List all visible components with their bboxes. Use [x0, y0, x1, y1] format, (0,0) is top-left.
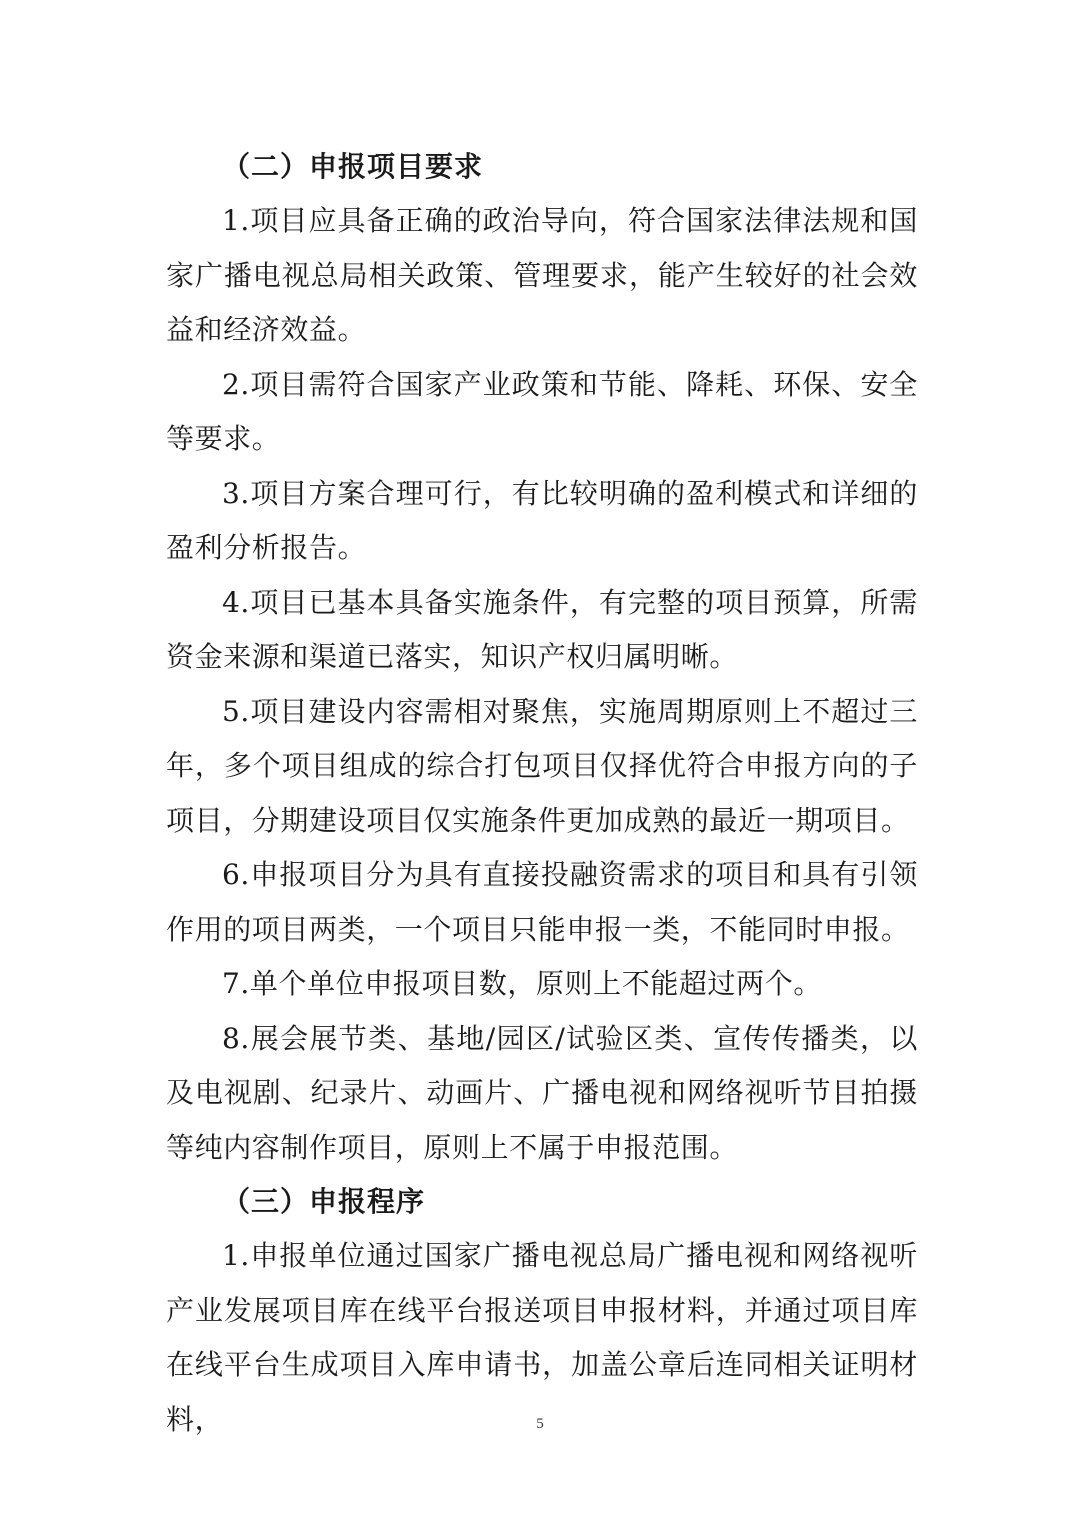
- document-body: [166, 140, 918, 1447]
- requirement-item-7: 7.单个单位申报项目数，原则上不能超过两个。: [222, 967, 822, 1000]
- requirement-item-6: 6.申报项目分为具有直接投融资需求的项目和具有引领作用的项目两类，一个项目只能申报一类，不能同时申报。: [166, 858, 918, 946]
- requirement-item-5: 5.项目建设内容需相对聚焦，实施周期原则上不超过三年，多个项目组成的综合打包项目仅择优符合申报方向的子项目，分期建设项目仅实施条件更加成熟的最近一期项目。: [166, 694, 918, 837]
- section-heading-requirements: （二）申报项目要求: [222, 150, 484, 183]
- section-heading-procedure: （三）申报程序: [222, 1185, 426, 1218]
- requirement-item-3: 3.项目方案合理可行，有比较明确的盈利模式和详细的盈利分析报告。: [166, 476, 918, 564]
- page-number: 5: [536, 1416, 544, 1432]
- requirement-item-1: 1.项目应具备正确的政治导向，符合国家法律法规和国家广播电视总局相关政策、管理要求，能产生较好的社会效益和经济效益。: [166, 204, 918, 346]
- requirement-item-2: 2.项目需符合国家产业政策和节能、降耗、环保、安全等要求。: [166, 367, 918, 455]
- requirement-item-8: 8.展会展节类、基地/园区/试验区类、宣传传播类，以及电视剧、纪录片、动画片、广播电视和网络视听节目拍摄等纯内容制作项目，原则上不属于申报范围。: [166, 1021, 918, 1164]
- requirement-item-4: 4.项目已基本具备实施条件，有完整的项目预算，所需资金来源和渠道已落实，知识产权归属明晰。: [166, 585, 918, 673]
- procedure-item-1: 1.申报单位通过国家广播电视总局广播电视和网络视听产业发展项目库在线平台报送项目申报材料，并通过项目库在线平台生成项目入库申请书，加盖公章后连同相关证明材料，: [166, 1239, 918, 1436]
